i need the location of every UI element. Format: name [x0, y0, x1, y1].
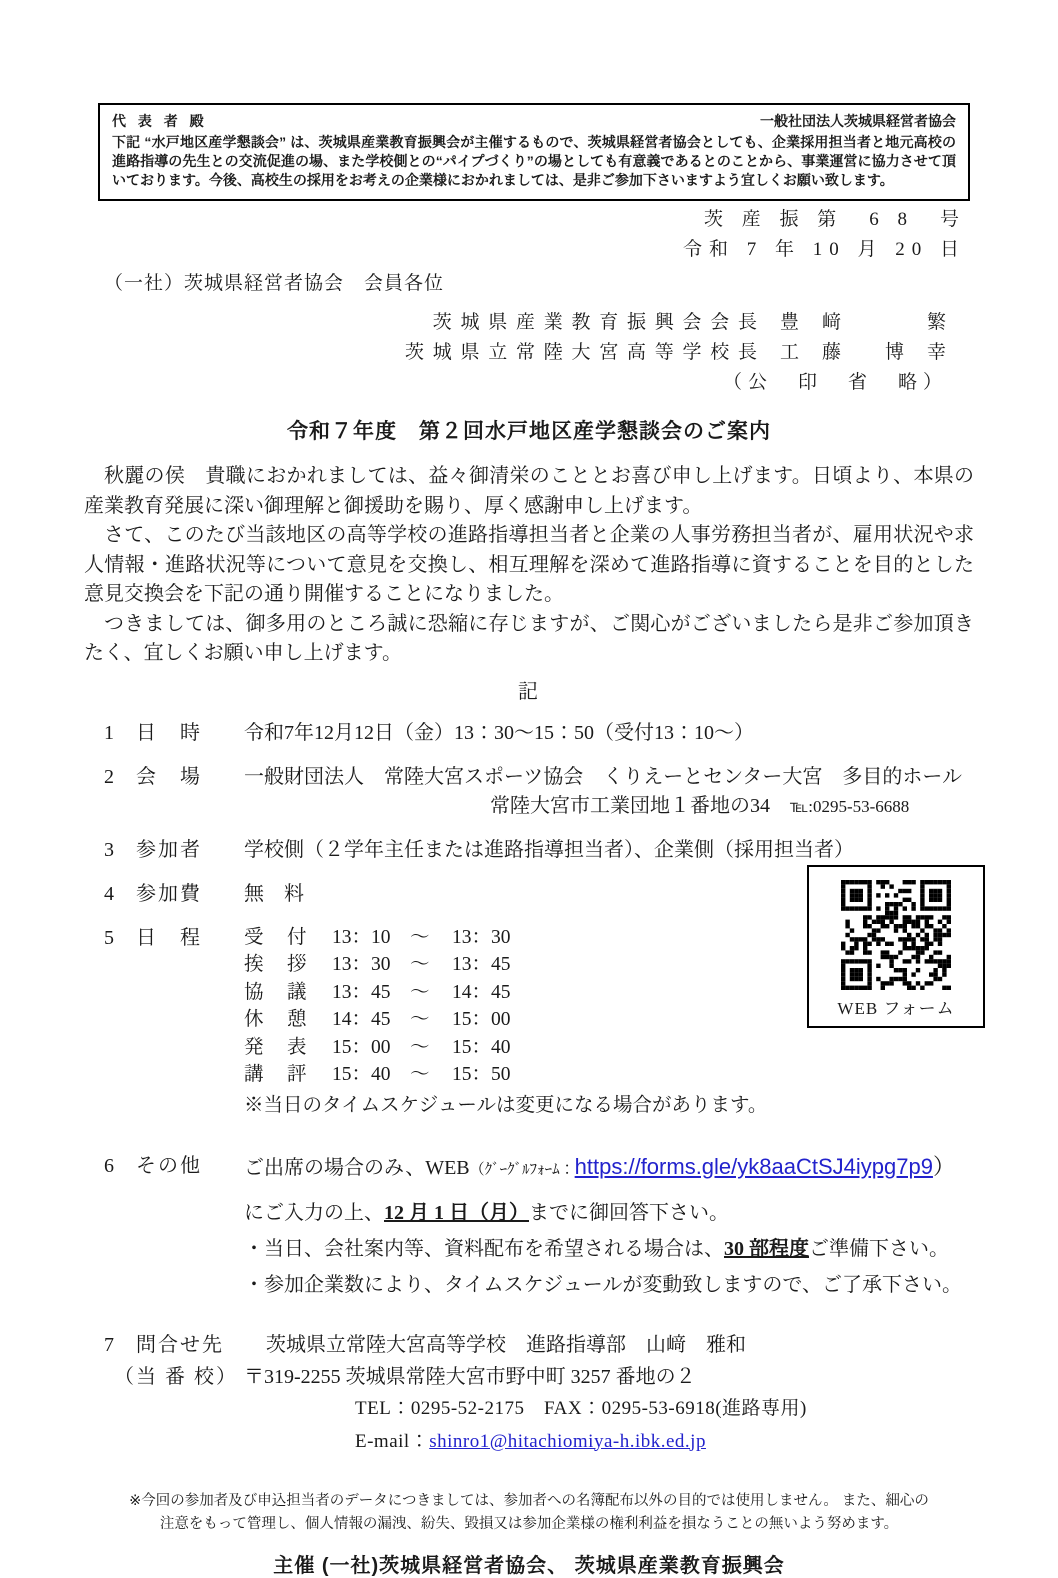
item-label: その他 — [136, 1154, 202, 1177]
item-number: 4 — [104, 882, 114, 905]
notice-org: 一般社団法人茨城県経営者協会 — [760, 113, 956, 129]
item-label: 日 時 — [136, 721, 202, 744]
schedule-row: 発 表 15：00 ～ 15：40 — [244, 1036, 511, 1058]
addressee-line: （一社）茨城県経営者協会 会員各位 — [104, 273, 445, 294]
item-datetime — [104, 719, 1058, 748]
google-form-note: （ｸﾞｰｸﾞﾙﾌｫｰﾑ： — [469, 1161, 575, 1178]
item-content: 令和7年12月12日（金）13：30～15：50（受付13：10～） — [244, 721, 754, 744]
item-content: 無 料 — [244, 882, 304, 905]
seal-omitted-note: （公 印 省 略） — [722, 372, 948, 393]
host-organizations: 主催 (一社)茨城県経営者協会、 茨城県産業教育振興会 — [273, 1554, 785, 1577]
duty-school-label: （当 番 校） — [114, 1365, 238, 1388]
venue-name: 一般財団法人 常陸大宮スポーツ協会 くりえーとセンター大宮 多目的ホール — [244, 765, 962, 788]
paragraph-purpose: さて、このたび当該地区の高等学校の進路指導担当者と企業の人事労務担当者が、雇用状況や求人情報・進路状況等について意見を交換し、相互理解を深めて進路指導に資することを目的とした意見交換会を下記の通り開催することになりました。 — [84, 524, 974, 605]
item-content — [244, 763, 998, 821]
notice-body: 下記 “水戸地区産学懇談会” は、茨城県産業教育振興会が主催するもので、茨城県経営者協会としても、企業採用担当者と地元高校の進路指導の先生との交流促進の場、また学校側との“パイプづくり”の場としても有意義であるとのことから、事業運営に協力させて頂いております。今後、高校生の採用をお考えの企業様におかれましては、是非ご参加下さいますよう宜しくお願い致します。 — [112, 134, 956, 188]
item-other — [104, 1152, 1058, 1307]
web-form-link[interactable]: https://forms.gle/yk8aaCtSJ4iypg7p9 — [574, 1153, 933, 1179]
web-form-line: ご出席の場合のみ、WEB （ｸﾞｰｸﾞﾙﾌｫｰﾑ： https://forms.gle/yk8aaCtSJ4iypg7p9 ） — [244, 1152, 998, 1185]
schedule-row: 休 憩 14：45 ～ 15：00 — [244, 1009, 511, 1030]
sender-line-2: 茨 城 県 立 常 陸 大 宮 高 等 学 校 長 工 藤 博 幸 — [404, 342, 948, 363]
schedule-row: 講 評 15：40 ～ 15：50 — [244, 1064, 511, 1085]
body-paragraphs — [84, 462, 974, 669]
ki-marker: 記 — [518, 680, 540, 703]
doc-number: 茨 産 振 第 6 8 号 — [703, 209, 966, 230]
schedule-change-note: ※当日のタイムスケジュールは変更になる場合があります。 — [244, 1094, 768, 1116]
doc-number-block — [0, 205, 966, 265]
schedule-row: 協 議 13：45 ～ 14：45 — [244, 981, 511, 1003]
notice-addressee: 代 表 者 殿 — [112, 113, 208, 129]
notice-box — [98, 103, 970, 201]
venue-address: 常陸大宮市工業団地１番地の34 ℡:0295-53-6688 — [490, 794, 910, 817]
qr-label: WEB フォーム — [837, 999, 955, 1018]
sender-line-1: 茨 城 県 産 業 教 育 振 興 会 会 長 豊 﨑 繁 — [432, 312, 948, 333]
privacy-note: ※今回の参加者及び申込担当者のデータにつきましては、参加者への名簿配布以外の目的では使用しません。 また、細心の 注意をもって管理し、個人情報の漏洩、紛失、毀損又は参加企業様の権利利益を損なうことの無いよう努めます。 — [129, 1492, 929, 1532]
item-number: 7 — [104, 1333, 114, 1356]
item-label: 参加者 — [136, 838, 202, 861]
item-content — [244, 1152, 998, 1307]
contact-address: 〒319-2255 茨城県常陸大宮市野中町 3257 番地の２ — [244, 1365, 696, 1388]
web-form-qr-box — [807, 865, 985, 1028]
item-number: 1 — [104, 721, 114, 744]
item-venue — [104, 763, 1058, 821]
other-details — [244, 1199, 998, 1300]
email-line: E-mail：shinro1@hitachiomiya-h.ibk.ed.jp — [355, 1430, 706, 1452]
deadline-date: 12 月 1 日（月） — [384, 1201, 529, 1224]
item-label: 問合せ先 — [136, 1333, 224, 1356]
item-number: 6 — [104, 1154, 114, 1177]
tel-fax-line: TEL：0295-52-2175 FAX：0295-53-6918(進路専用) — [355, 1397, 807, 1419]
sender-block — [0, 308, 948, 398]
bullet-materials: ・当日、会社案内等、資料配布を希望される場合は、30 部程度ご準備下さい。 — [244, 1237, 949, 1260]
item-number: 3 — [104, 838, 114, 861]
email-link[interactable]: shinro1@hitachiomiya-h.ibk.ed.jp — [429, 1430, 706, 1452]
page-title: 令和７年度 第２回水戸地区産学懇談会のご案内 — [287, 419, 771, 443]
schedule-row: 挨 拶 13：30 ～ 13：45 — [244, 954, 511, 975]
item-label: 会 場 — [136, 765, 202, 788]
item-contact — [104, 1331, 1058, 1360]
notice-box-header — [112, 112, 956, 131]
copies-count: 30 部程度 — [724, 1237, 809, 1260]
doc-date: 令和 7 年 10 月 20 日 — [682, 239, 966, 260]
item-number: 2 — [104, 765, 114, 788]
contact-tel-fax — [355, 1392, 1058, 1458]
bullet-schedule-change: ・参加企業数により、タイムスケジュールが変動致しますので、ご了承下さい。 — [244, 1273, 962, 1296]
schedule-row: 受 付 13：10 ～ 13：30 — [244, 926, 511, 948]
item-label: 日 程 — [136, 926, 202, 949]
contact-sub-block — [114, 1362, 1058, 1392]
item-content: 学校側（２学年主任または進路指導担当者）、企業側（採用担当者） — [244, 838, 854, 861]
deadline-line: にご入力の上、12 月 1 日（月）までに御回答下さい。 — [244, 1201, 729, 1224]
venue-phone: ℡:0295-53-6688 — [790, 796, 910, 816]
paragraph-greeting: 秋麗の侯 貴職におかれましては、益々御清栄のこととお喜び申し上げます。日頃より、本県の産業教育発展に深い御理解と御援助を賜り、厚く感謝申し上げます。 — [84, 465, 974, 517]
paragraph-request: つきましては、御多用のところ誠に恐縮に存じますが、ご関心がございましたら是非ご参加頂きたく、宜しくお願い申し上げます。 — [84, 612, 974, 664]
item-participants — [104, 836, 1058, 865]
item-label: 参加費 — [136, 882, 202, 905]
qr-code — [841, 880, 951, 990]
contact-school-line: 茨城県立常陸大宮高等学校 進路指導部 山﨑 雅和 — [266, 1333, 746, 1356]
item-number: 5 — [104, 926, 114, 949]
